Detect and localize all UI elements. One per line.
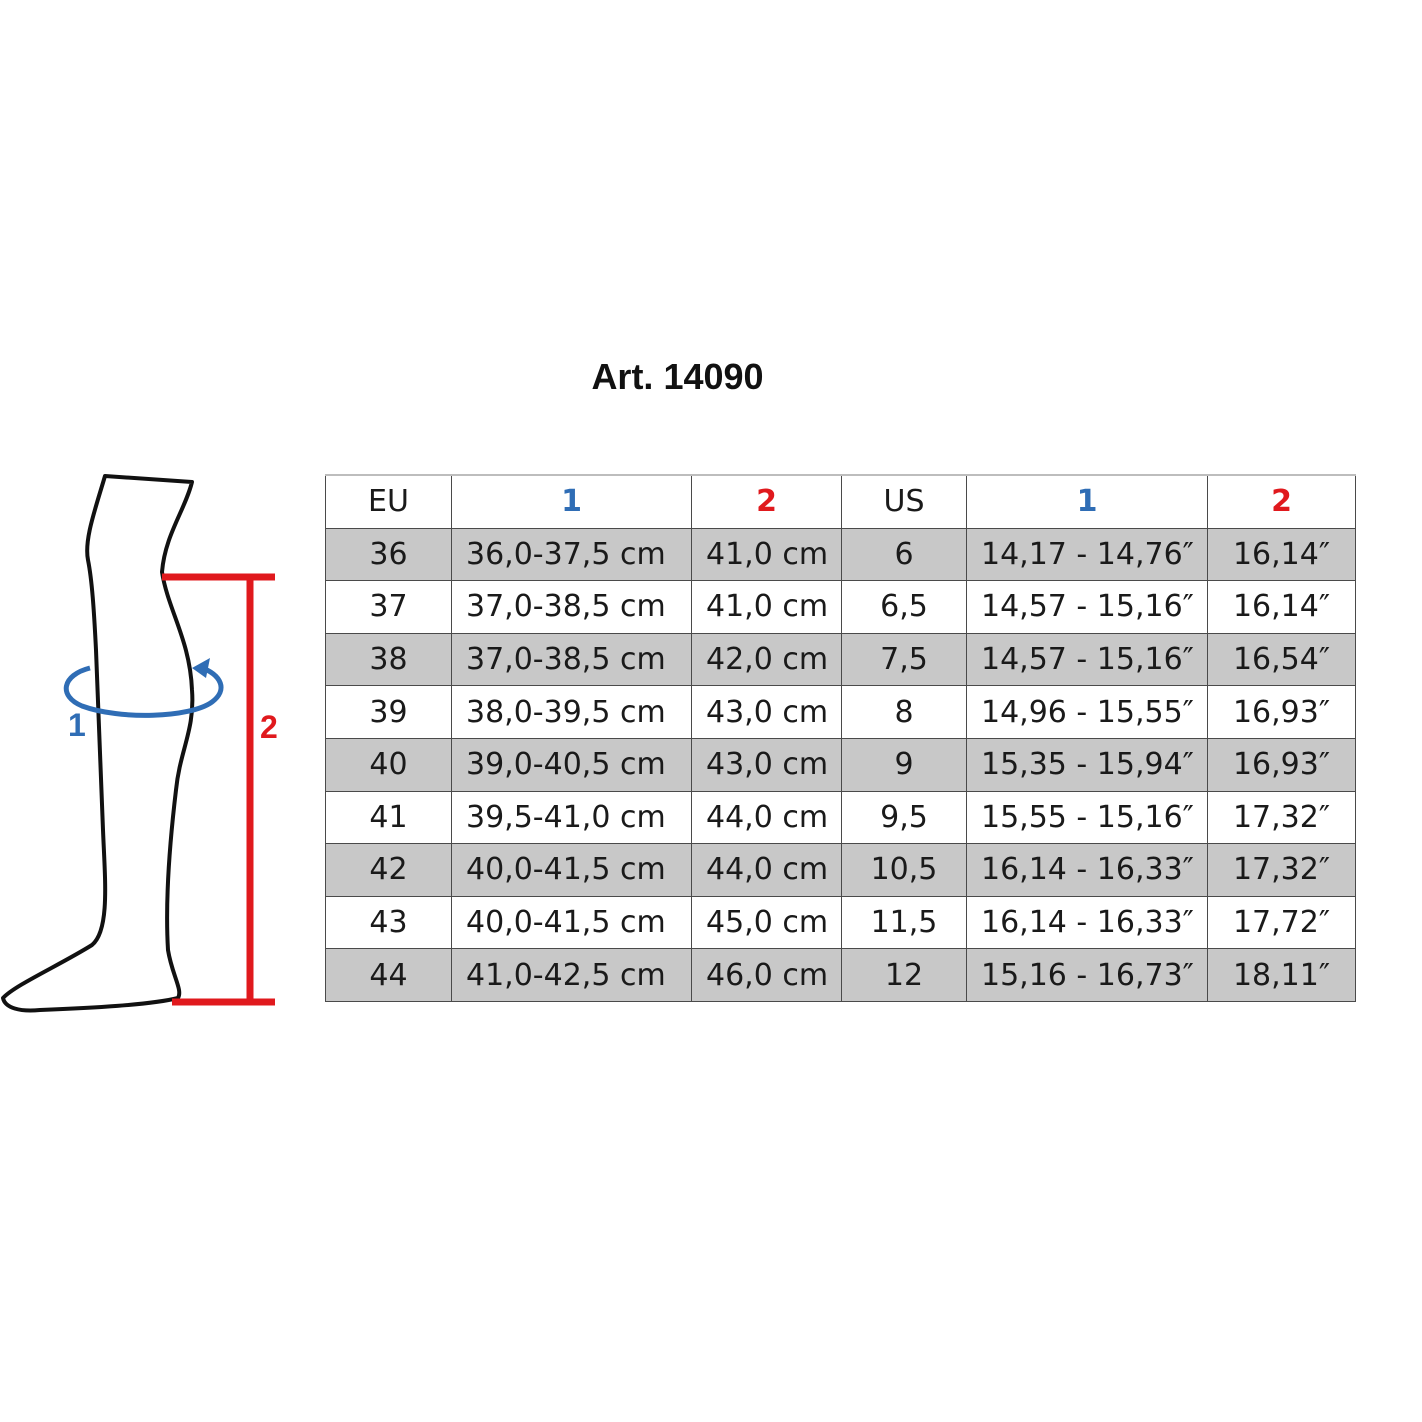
cell-us-height: 16,54″ (1208, 633, 1356, 686)
cell-eu-height: 43,0 cm (692, 738, 842, 791)
cell-eu-height: 41,0 cm (692, 581, 842, 634)
cell-us-circumference: 14,17 - 14,76″ (967, 528, 1208, 581)
header-us-height: 2 (1208, 475, 1356, 528)
table-row (326, 896, 1356, 949)
cell-us-circumference: 16,14 - 16,33″ (967, 844, 1208, 897)
cell-eu-circumference: 39,5-41,0 cm (452, 791, 692, 844)
cell-eu-size: 41 (326, 791, 452, 844)
cell-eu-circumference: 40,0-41,5 cm (452, 896, 692, 949)
cell-eu-size: 37 (326, 581, 452, 634)
cell-us-height: 16,93″ (1208, 686, 1356, 739)
cell-eu-size: 42 (326, 844, 452, 897)
cell-us-circumference: 16,14 - 16,33″ (967, 896, 1208, 949)
cell-us-size: 8 (842, 686, 967, 739)
cell-eu-circumference: 41,0-42,5 cm (452, 949, 692, 1002)
cell-us-size: 9 (842, 738, 967, 791)
cell-eu-circumference: 37,0-38,5 cm (452, 633, 692, 686)
circumference-ellipse (66, 667, 221, 715)
cell-us-height: 16,93″ (1208, 738, 1356, 791)
cell-eu-height: 41,0 cm (692, 528, 842, 581)
cell-eu-height: 46,0 cm (692, 949, 842, 1002)
cell-us-circumference: 14,57 - 15,16″ (967, 581, 1208, 634)
cell-eu-circumference: 39,0-40,5 cm (452, 738, 692, 791)
table-row (326, 791, 1356, 844)
cell-eu-size: 43 (326, 896, 452, 949)
label-circumference: 1 (68, 707, 86, 743)
header-us: US (842, 475, 967, 528)
cell-us-circumference: 14,96 - 15,55″ (967, 686, 1208, 739)
cell-us-height: 17,32″ (1208, 844, 1356, 897)
cell-eu-height: 43,0 cm (692, 686, 842, 739)
cell-eu-size: 44 (326, 949, 452, 1002)
cell-us-height: 17,72″ (1208, 896, 1356, 949)
cell-us-height: 16,14″ (1208, 528, 1356, 581)
label-height: 2 (260, 709, 278, 745)
cell-eu-circumference: 37,0-38,5 cm (452, 581, 692, 634)
table-row (326, 949, 1356, 1002)
cell-us-circumference: 14,57 - 15,16″ (967, 633, 1208, 686)
size-table (325, 474, 1356, 1002)
cell-us-circumference: 15,55 - 15,16″ (967, 791, 1208, 844)
cell-us-size: 10,5 (842, 844, 967, 897)
cell-us-height: 17,32″ (1208, 791, 1356, 844)
cell-us-circumference: 15,35 - 15,94″ (967, 738, 1208, 791)
cell-eu-height: 45,0 cm (692, 896, 842, 949)
cell-eu-circumference: 38,0-39,5 cm (452, 686, 692, 739)
cell-eu-size: 36 (326, 528, 452, 581)
table-row (326, 528, 1356, 581)
cell-us-circumference: 15,16 - 16,73″ (967, 949, 1208, 1002)
table-row (326, 686, 1356, 739)
cell-eu-height: 42,0 cm (692, 633, 842, 686)
cell-eu-circumference: 40,0-41,5 cm (452, 844, 692, 897)
header-eu-circumference: 1 (452, 475, 692, 528)
cell-us-size: 7,5 (842, 633, 967, 686)
cell-eu-height: 44,0 cm (692, 844, 842, 897)
header-eu: EU (326, 475, 452, 528)
table-row (326, 738, 1356, 791)
cell-us-size: 9,5 (842, 791, 967, 844)
cell-us-size: 12 (842, 949, 967, 1002)
cell-eu-height: 44,0 cm (692, 791, 842, 844)
page-title: Art. 14090 (591, 356, 764, 397)
table-row (326, 633, 1356, 686)
cell-eu-circumference: 36,0-37,5 cm (452, 528, 692, 581)
header-us-circumference: 1 (967, 475, 1208, 528)
cell-us-size: 6,5 (842, 581, 967, 634)
circumference-arrow-icon (192, 658, 210, 678)
table-row (326, 844, 1356, 897)
cell-us-size: 6 (842, 528, 967, 581)
cell-us-height: 16,14″ (1208, 581, 1356, 634)
table-row (326, 581, 1356, 634)
leg-outline (3, 476, 192, 1011)
leg-measurement-diagram (0, 460, 300, 1030)
cell-eu-size: 38 (326, 633, 452, 686)
cell-us-height: 18,11″ (1208, 949, 1356, 1002)
header-eu-height: 2 (692, 475, 842, 528)
cell-eu-size: 39 (326, 686, 452, 739)
cell-us-size: 11,5 (842, 896, 967, 949)
cell-eu-size: 40 (326, 738, 452, 791)
table-header-row (326, 475, 1356, 528)
